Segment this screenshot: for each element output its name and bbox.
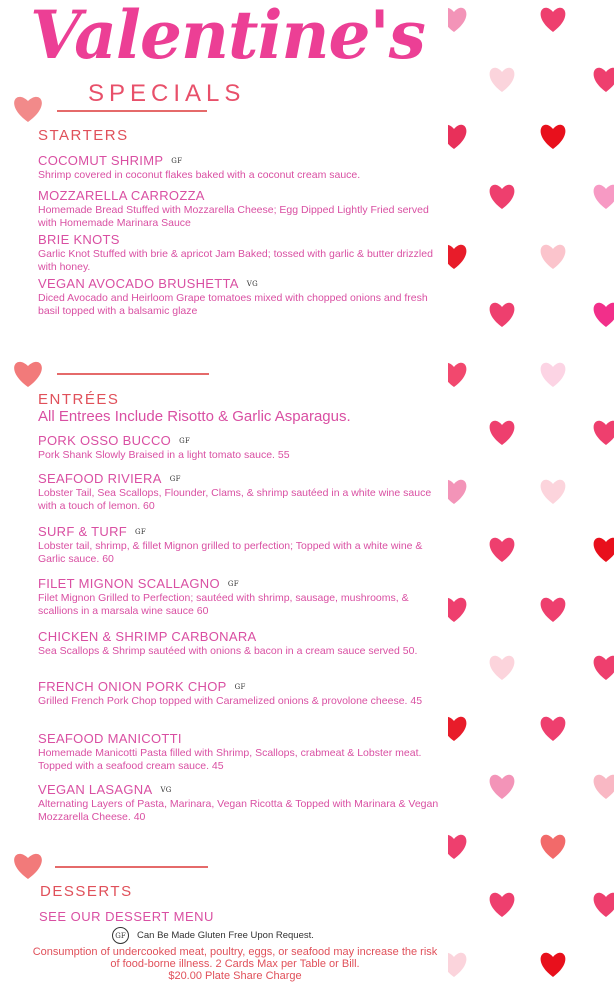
menu-item — [38, 524, 443, 566]
heart-icon — [448, 363, 466, 387]
heart-icon — [490, 775, 515, 799]
item-description: Grilled French Pork Chop topped with Caramelized onions & provolone cheese. 45 — [38, 695, 423, 707]
disclaimer-text: Consumption of undercooked meat, poultry, eggs, or seafood may increase the risk of food-borne illness. 2 Cards Max per Table or Bill. — [32, 946, 438, 970]
entrees-heading: ENTRÉES — [38, 391, 120, 408]
item-name: FRENCH ONION PORK CHOP — [38, 679, 227, 694]
desserts-heading: DESSERTS — [40, 883, 133, 900]
item-name: VEGAN AVOCADO BRUSHETTA — [38, 276, 239, 291]
heart-icon — [448, 953, 466, 977]
menu-item — [38, 782, 443, 824]
heart-icon — [448, 598, 466, 622]
heart-icon — [490, 538, 515, 562]
item-tag: GF — [179, 437, 191, 445]
heart-icon — [448, 8, 466, 32]
heart-icon — [490, 303, 515, 327]
heart-icon — [490, 68, 515, 92]
heart-icon — [541, 598, 566, 622]
menu-subtitle: SPECIALS — [88, 80, 246, 107]
heart-icon — [541, 835, 566, 859]
heart-icon — [541, 717, 566, 741]
menu-item — [38, 629, 443, 658]
item-name: MOZZARELLA CARROZZA — [38, 188, 205, 203]
heart-icon — [594, 185, 614, 209]
item-description: Pork Shank Slowly Braised in a light tomato sauce. 55 — [38, 449, 290, 461]
heart-icon — [490, 185, 515, 209]
entrees-subheading: All Entrees Include Risotto & Garlic Asparagus. — [38, 408, 351, 425]
item-tag: GF — [227, 580, 239, 588]
heart-icon — [541, 8, 566, 32]
heart-icon — [12, 358, 44, 388]
item-name: PORK OSSO BUCCO — [38, 433, 172, 448]
gf-note-text: Can Be Made Gluten Free Upon Request. — [137, 930, 314, 941]
item-description: Lobster Tail, Sea Scallops, Flounder, Clams, & shrimp sautéed in a white wine sauce with a touch of lemon. 60 — [38, 487, 432, 512]
item-tag: GF — [169, 475, 181, 483]
item-tag: GF — [234, 683, 246, 691]
heart-icon — [541, 953, 566, 977]
menu-item — [38, 276, 443, 318]
menu-item — [38, 679, 443, 708]
heart-icon — [594, 538, 614, 562]
item-name: SURF & TURF — [38, 524, 128, 539]
heart-icon — [541, 480, 566, 504]
menu-item — [38, 576, 443, 618]
gf-badge: GF — [112, 927, 129, 944]
heart-icon — [594, 775, 614, 799]
menu-item — [38, 232, 443, 274]
heart-icon — [541, 363, 566, 387]
heart-icon — [541, 125, 566, 149]
heart-icon — [448, 245, 466, 269]
heart-icon — [594, 68, 614, 92]
heart-icon — [448, 480, 466, 504]
menu-item — [38, 433, 443, 462]
heart-icon — [490, 421, 515, 445]
heart-icon — [12, 850, 44, 880]
heart-icon — [490, 893, 515, 917]
heart-icon — [594, 303, 614, 327]
item-name: CHICKEN & SHRIMP CARBONARA — [38, 629, 257, 644]
heart-icon — [448, 125, 466, 149]
starters-heading: STARTERS — [38, 127, 129, 144]
heart-icon — [594, 421, 614, 445]
item-description: Diced Avocado and Heirloom Grape tomatoes mixed with chopped onions and fresh basil topped with a balsamic glaze — [38, 292, 428, 317]
divider — [57, 373, 209, 375]
heart-icon — [594, 656, 614, 680]
item-description: Sea Scallops & Shrimp sautéed with onions & bacon in a cream sauce served 50. — [38, 645, 418, 657]
menu-item — [38, 153, 443, 182]
item-description: Lobster tail, shrimp, & fillet Mignon grilled to perfection; Topped with a white wine & Garlic sauce. 60 — [38, 540, 423, 565]
item-name: FILET MIGNON SCALLAGNO — [38, 576, 220, 591]
item-description: Homemade Bread Stuffed with Mozzarella Cheese; Egg Dipped Lightly Fried served with Homemade Marinara Sauce — [38, 204, 429, 229]
item-tag: VG — [246, 280, 258, 288]
menu-item — [38, 471, 443, 513]
heart-icon — [12, 93, 44, 123]
item-description: Filet Mignon Grilled to Perfection; sautéed with shrimp, sausage, mushrooms, & scallions in a marsala wine sauce 60 — [38, 592, 409, 617]
menu-item — [38, 731, 443, 773]
gf-note — [112, 927, 314, 944]
heart-icon — [594, 893, 614, 917]
heart-pattern — [448, 0, 614, 1000]
plate-share-charge: $20.00 Plate Share Charge — [168, 970, 302, 982]
item-name: BRIE KNOTS — [38, 232, 120, 247]
item-tag: VG — [160, 786, 172, 794]
item-name: VEGAN LASAGNA — [38, 782, 153, 797]
item-name: COCOMUT SHRIMP — [38, 153, 164, 168]
menu-title: Valentine's — [30, 0, 425, 74]
item-tag: GF — [171, 157, 183, 165]
item-description: Shrimp covered in coconut flakes baked with a coconut cream sauce. — [38, 169, 361, 181]
disclaimer — [30, 946, 440, 982]
item-description: Garlic Knot Stuffed with brie & apricot Jam Baked; tossed with garlic & butter drizzled with honey. — [38, 248, 433, 273]
item-name: SEAFOOD RIVIERA — [38, 471, 162, 486]
heart-pattern-graphic — [448, 0, 614, 1000]
divider — [57, 110, 207, 112]
heart-icon — [541, 245, 566, 269]
heart-icon — [490, 656, 515, 680]
heart-icon — [448, 717, 466, 741]
item-description: Alternating Layers of Pasta, Marinara, Vegan Ricotta & Topped with Marinara & Vegan Mozzarella Cheese. 40 — [38, 798, 439, 823]
divider — [55, 866, 208, 868]
menu-item — [38, 188, 443, 230]
item-name: SEAFOOD MANICOTTI — [38, 731, 182, 746]
desserts-line: SEE OUR DESSERT MENU — [39, 909, 214, 924]
item-description: Homemade Manicotti Pasta filled with Shrimp, Scallops, crabmeat & Lobster meat. Topped with a seafood cream sauce. 45 — [38, 747, 422, 772]
heart-icon — [448, 835, 466, 859]
item-tag: GF — [135, 528, 147, 536]
